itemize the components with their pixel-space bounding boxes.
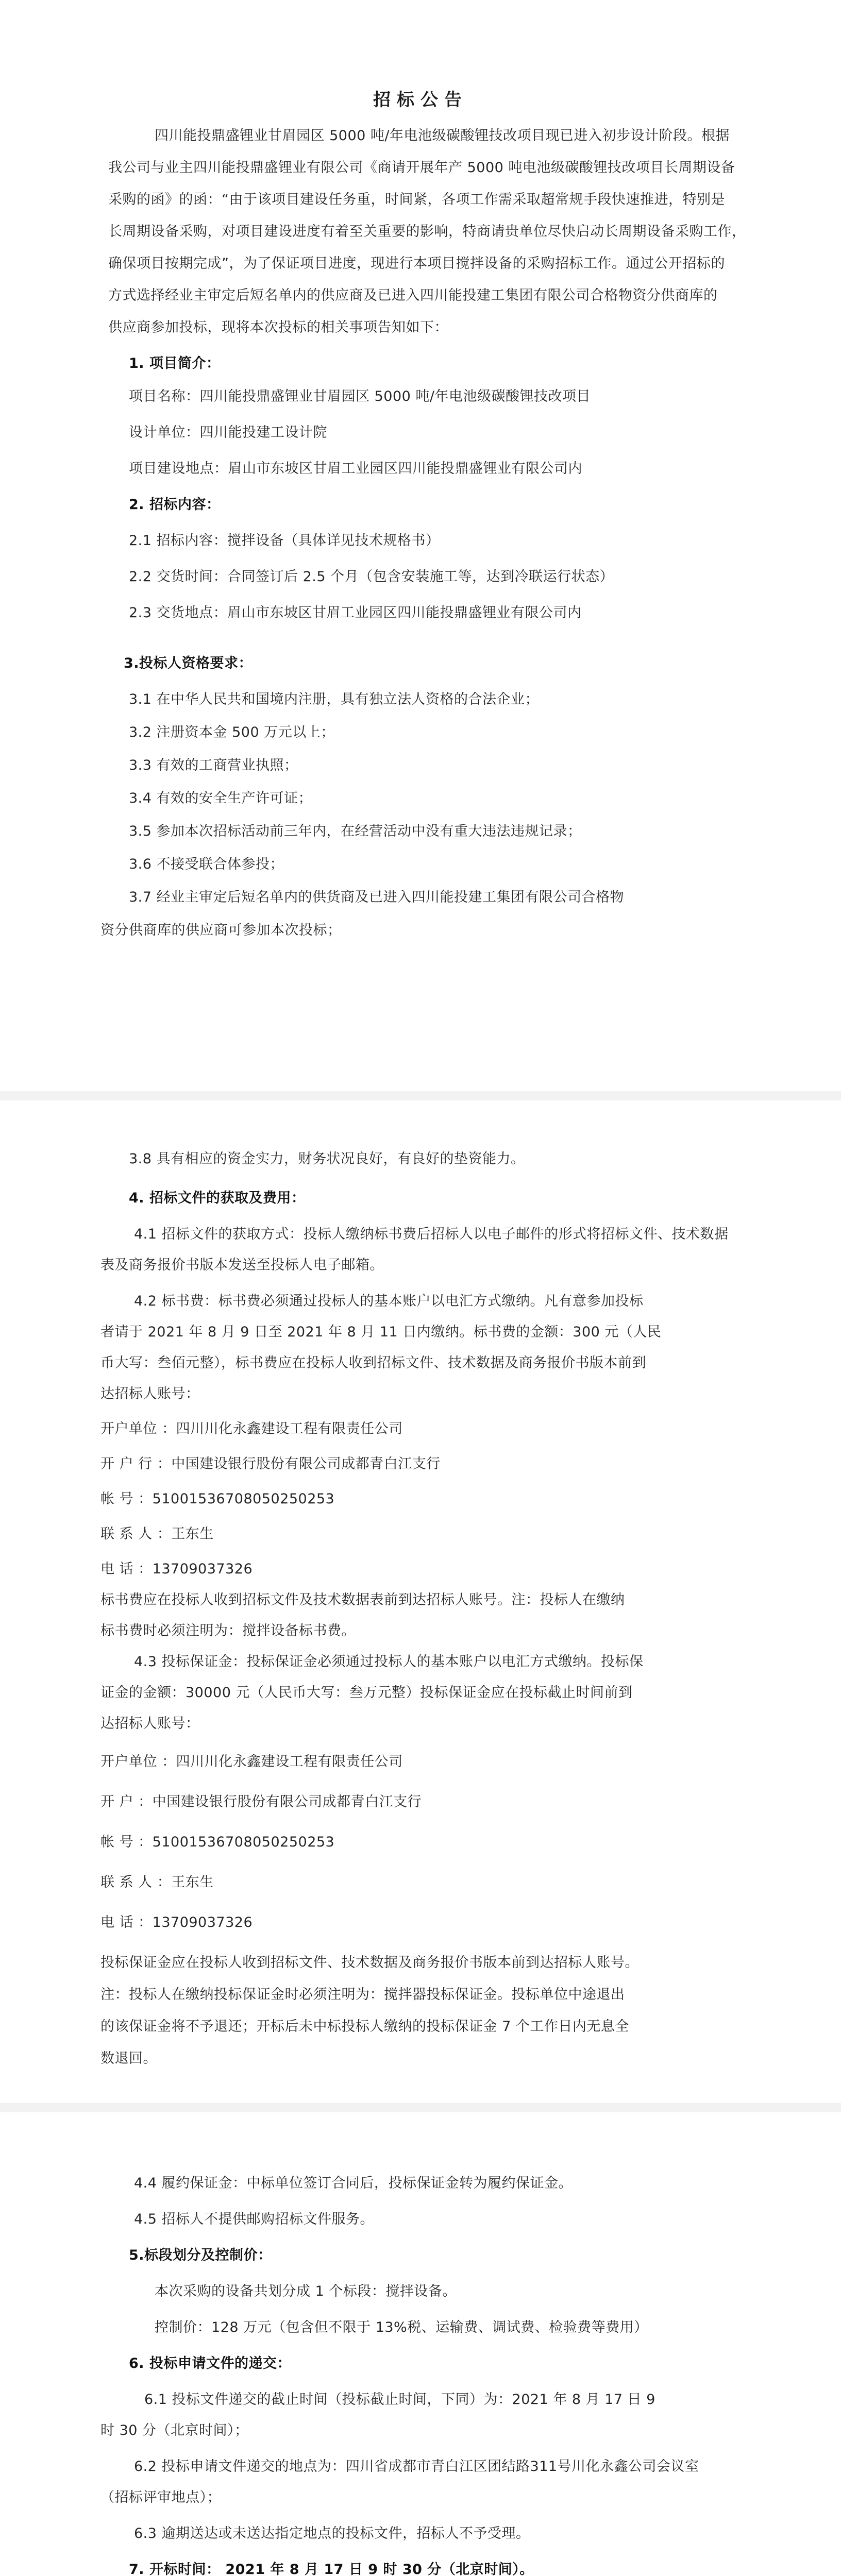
page-gap: [0, 1091, 841, 1100]
doc-line: 达招标人账号：: [100, 1716, 200, 1732]
control-price: 控制价：128 万元（包含但不限于 13%税、运输费、调试费、检验费等费用）: [155, 2319, 648, 2335]
contact-person: 联 系 人 ：王东生: [100, 1526, 214, 1542]
intro-line: 供应商参加投标，现将本次投标的相关事项告知如下：: [108, 319, 448, 335]
page-1: [0, 0, 841, 1087]
intro-line: 确保项目按期完成”，为了保证项目进度，现进行本项目搅拌设备的采购招标工作。通过公开招标的: [108, 256, 725, 272]
design-unit: 设计单位：四川能投建工设计院: [129, 425, 327, 440]
doc-line: 标书费应在投标人收到招标文件及技术数据表前到达招标人账号。注：投标人在缴纳: [100, 1592, 625, 1608]
project-name: 项目名称：四川能投鼎盛锂业甘眉园区 5000 吨/年电池级碳酸锂技改项目: [129, 388, 591, 404]
contact-phone: 电 话 ：13709037326: [100, 1914, 253, 1930]
doc-line: 的该保证金将不予退还；开标后未中标投标人缴纳的投标保证金 7 个工作日内无息全: [100, 2019, 629, 2035]
page-3: [0, 2112, 841, 2576]
contact-person: 联 系 人 ：王东生: [100, 1874, 214, 1890]
section-3-heading: 3.投标人资格要求：: [124, 655, 253, 671]
doc-line: 证金的金额：30000 元（人民币大写：叁万元整）投标保证金应在投标截止时间前到: [100, 1685, 633, 1701]
doc-line: 注：投标人在缴纳投标保证金时必须注明为：搅拌器投标保证金。投标单位中途退出: [100, 1987, 625, 2003]
requirement-item: 3.3 有效的工商营业执照；: [129, 757, 298, 773]
page-gap: [0, 2103, 841, 2112]
intro-line: 方式选择经业主审定后短名单内的供应商及已进入四川能投建工集团有限公司合格物资分供商库的: [108, 287, 718, 303]
intro-line: 采购的函》的函：“由于该项目建设任务重，时间紧，各项工作需采取超常规手段快速推进，特别是: [108, 192, 725, 208]
delivery-time: 2.2 交货时间：合同签订后 2.5 个月（包含安装施工等，达到冷联运行状态）: [129, 569, 614, 585]
intro-line: 长周期设备采购，对项目建设进度有着至关重要的影响，特商请贵单位尽快启动长周期设备采购工作，: [108, 224, 746, 240]
account-name: 开户单位 ：四川川化永鑫建设工程有限责任公司: [100, 1754, 403, 1770]
doc-line: 6.1 投标文件递交的截止时间（投标截止时间，下同）为：2021 年 8 月 17 日 9: [144, 2392, 655, 2408]
account-number: 帐 号 ：51001536708050250253: [100, 1491, 335, 1507]
account-number: 帐 号 ：51001536708050250253: [100, 1834, 335, 1850]
requirement-item: 3.6 不接受联合体参投；: [129, 856, 284, 872]
doc-line: 达招标人账号：: [100, 1386, 200, 1402]
doc-line: 4.5 招标人不提供邮购招标文件服务。: [134, 2211, 375, 2227]
requirement-item: 3.8 具有相应的资金实力，财务状况良好，有良好的垫资能力。: [129, 1151, 525, 1167]
section-4-heading: 4. 招标文件的获取及费用：: [129, 1190, 306, 1206]
requirement-item: 资分供商库的供应商可参加本次投标；: [100, 922, 342, 938]
requirement-item: 3.4 有效的安全生产许可证；: [129, 790, 313, 806]
requirement-item: 3.2 注册资本金 500 万元以上；: [129, 724, 335, 740]
page-2: [0, 1103, 841, 2107]
section-1-heading: 1. 项目简介：: [129, 355, 221, 371]
document-title: 招标公告: [373, 90, 468, 110]
account-bank: 开 户 ：中国建设银行股份有限公司成都青白江支行: [100, 1794, 422, 1810]
construction-site: 项目建设地点：眉山市东坡区甘眉工业园区四川能投鼎盛锂业有限公司内: [129, 461, 582, 477]
section-7-heading: 7. 开标时间： 2021 年 8 月 17 日 9 时 30 分（北京时间）。: [129, 2562, 534, 2576]
doc-line: 4.3 投标保证金：投标保证金必须通过投标人的基本账户以电汇方式缴纳。投标保: [134, 1654, 644, 1670]
doc-line: 4.2 标书费：标书费必须通过投标人的基本账户以电汇方式缴纳。凡有意参加投标: [134, 1293, 644, 1309]
doc-line: 者请于 2021 年 8 月 9 日至 2021 年 8 月 11 日内缴纳。标书费的金额：300 元（人民: [100, 1324, 662, 1340]
doc-line: （招标评审地点）；: [100, 2489, 221, 2505]
doc-line: 4.1 招标文件的获取方式：投标人缴纳标书费后招标人以电子邮件的形式将招标文件、技术数据: [134, 1226, 729, 1242]
contact-phone: 电 话 ：13709037326: [100, 1561, 253, 1577]
intro-line: 我公司与业主四川能投鼎盛锂业有限公司《商请开展年产 5000 吨电池级碳酸锂技改项目长周期设备: [108, 160, 735, 176]
intro-line: 四川能投鼎盛锂业甘眉园区 5000 吨/年电池级碳酸锂技改项目现已进入初步设计阶段。根据: [155, 128, 730, 144]
account-bank: 开 户 行 ：中国建设银行股份有限公司成都青白江支行: [100, 1456, 441, 1472]
doc-line: 时 30 分（北京时间）；: [100, 2422, 249, 2438]
account-name: 开户单位 ：四川川化永鑫建设工程有限责任公司: [100, 1421, 403, 1437]
doc-line: 表及商务报价书版本发送至投标人电子邮箱。: [100, 1257, 384, 1273]
section-5-heading: 5.标段划分及控制价：: [129, 2247, 272, 2263]
doc-line: 币大写：叁佰元整），标书费应在投标人收到招标文件、技术数据及商务报价书版本前到: [100, 1355, 646, 1371]
doc-line: 投标保证金应在投标人收到招标文件、技术数据及商务报价书版本前到达招标人账号。: [100, 1955, 639, 1971]
doc-line: 6.2 投标申请文件递交的地点为：四川省成都市青白江区团结路311号川化永鑫公司会议室: [134, 2459, 699, 2475]
doc-line: 6.3 逾期送达或未送达指定地点的投标文件，招标人不予受理。: [134, 2526, 530, 2541]
doc-line: 数退回。: [100, 2050, 157, 2066]
requirement-item: 3.1 在中华人民共和国境内注册，具有独立法人资格的合法企业；: [129, 691, 540, 707]
tender-content: 2.1 招标内容：搅拌设备（具体详见技术规格书）: [129, 533, 440, 549]
doc-line: 标书费时必须注明为：搅拌设备标书费。: [100, 1623, 356, 1639]
delivery-place: 2.3 交货地点：眉山市东坡区甘眉工业园区四川能投鼎盛锂业有限公司内: [129, 605, 582, 621]
section-6-heading: 6. 投标申请文件的递交：: [129, 2355, 291, 2371]
doc-line: 本次采购的设备共划分成 1 个标段：搅拌设备。: [155, 2283, 457, 2299]
section-2-heading: 2. 招标内容：: [129, 497, 221, 513]
doc-line: 4.4 履约保证金：中标单位签订合同后，投标保证金转为履约保证金。: [134, 2175, 573, 2191]
requirement-item: 3.7 经业主审定后短名单内的供货商及已进入四川能投建工集团有限公司合格物: [129, 889, 625, 905]
requirement-item: 3.5 参加本次招标活动前三年内，在经营活动中没有重大违法违规记录；: [129, 823, 582, 839]
